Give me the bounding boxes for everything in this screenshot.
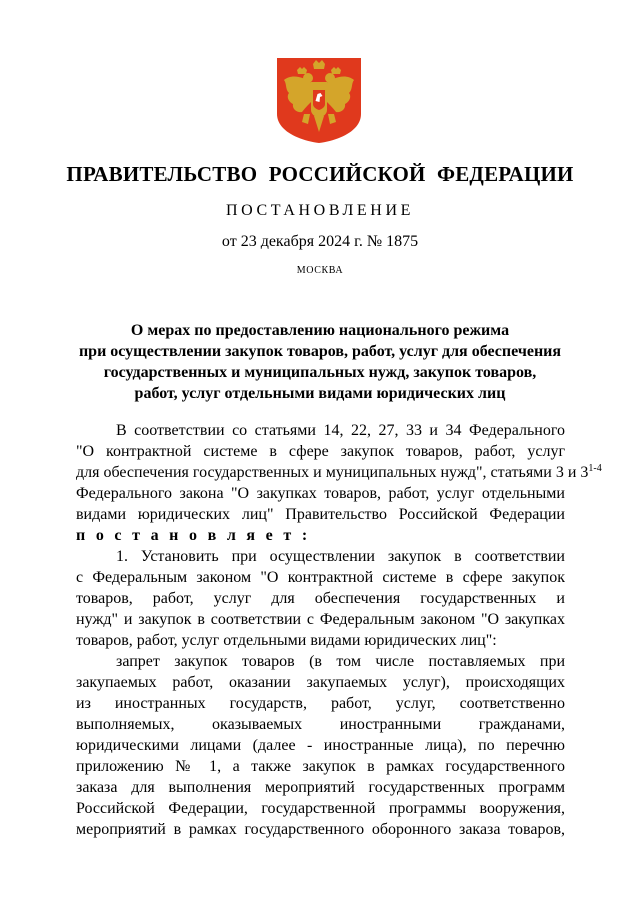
heading-line: при осуществлении закупок товаров, работ, услуг для обеспечения — [78, 343, 562, 360]
body-line: запрет закупок товаров (в том числе поставляемых при — [116, 653, 565, 670]
document-body — [76, 420, 602, 840]
body-line: товаров, работ, услуг отдельными видами юридических лиц": — [76, 632, 497, 649]
body-line: мероприятий в рамках государственного оборонного заказа товаров, — [76, 821, 565, 838]
document-heading — [60, 320, 580, 404]
body-line: нужд" и закупок в соответствии с Федеральным законом "О закупках — [76, 611, 565, 628]
body-line-text: для обеспечения государственных и муниципальных нужд", статьями 3 и 3 — [76, 464, 589, 481]
article-superscript: 1-4 — [588, 463, 602, 474]
body-line: Российской Федерации, государственной программы вооружения, — [76, 800, 565, 817]
body-line: закупаемых работ, оказании закупаемых услуг), происходящих — [76, 674, 565, 691]
heading-line: государственных и муниципальных нужд, закупок товаров, — [103, 364, 537, 381]
body-line: В соответствии со статьями 14, 22, 27, 33 и 34 Федерального — [116, 422, 565, 439]
coat-of-arms-icon — [275, 56, 363, 144]
document-city: МОСКВА — [296, 265, 344, 276]
document-type: ПОСТАНОВЛЕНИЕ — [226, 202, 414, 219]
body-line: товаров, работ, услуг для обеспечения государственных и — [76, 590, 565, 607]
body-line: заказа для выполнения мероприятий государственных программ — [76, 779, 565, 796]
body-line: юридическими лицами (далее - иностранные лица), по перечню — [76, 737, 565, 754]
document-date-number: от 23 декабря 2024 г. № 1875 — [221, 233, 419, 250]
body-line-with-superscript — [76, 462, 602, 483]
body-line: "О контрактной системе в сфере закупок товаров, работ, услуг — [76, 443, 565, 460]
body-line: выполняемых, оказываемых иностранными гражданами, — [76, 716, 565, 733]
government-title: ПРАВИТЕЛЬСТВО РОССИЙСКОЙ ФЕДЕРАЦИИ — [66, 162, 574, 186]
body-line: 1. Установить при осуществлении закупок в соответствии — [116, 548, 565, 565]
heading-line: О мерах по предоставлению национального режима — [130, 322, 510, 339]
body-line: из иностранных государств, работ, услуг, соответственно — [76, 695, 565, 712]
body-line: приложению № 1, а также закупок в рамках государственного — [76, 758, 565, 775]
body-line: Федерального закона "О закупках товаров, работ, услуг отдельными — [76, 485, 565, 502]
body-line: видами юридических лиц" Правительство Российской Федерации — [76, 506, 565, 523]
body-line: с Федеральным законом "О контрактной системе в сфере закупок — [76, 569, 565, 586]
resolves-word: п о с т а н о в л я е т : — [76, 527, 311, 544]
heading-line: работ, услуг отдельными видами юридических лиц — [134, 385, 506, 402]
